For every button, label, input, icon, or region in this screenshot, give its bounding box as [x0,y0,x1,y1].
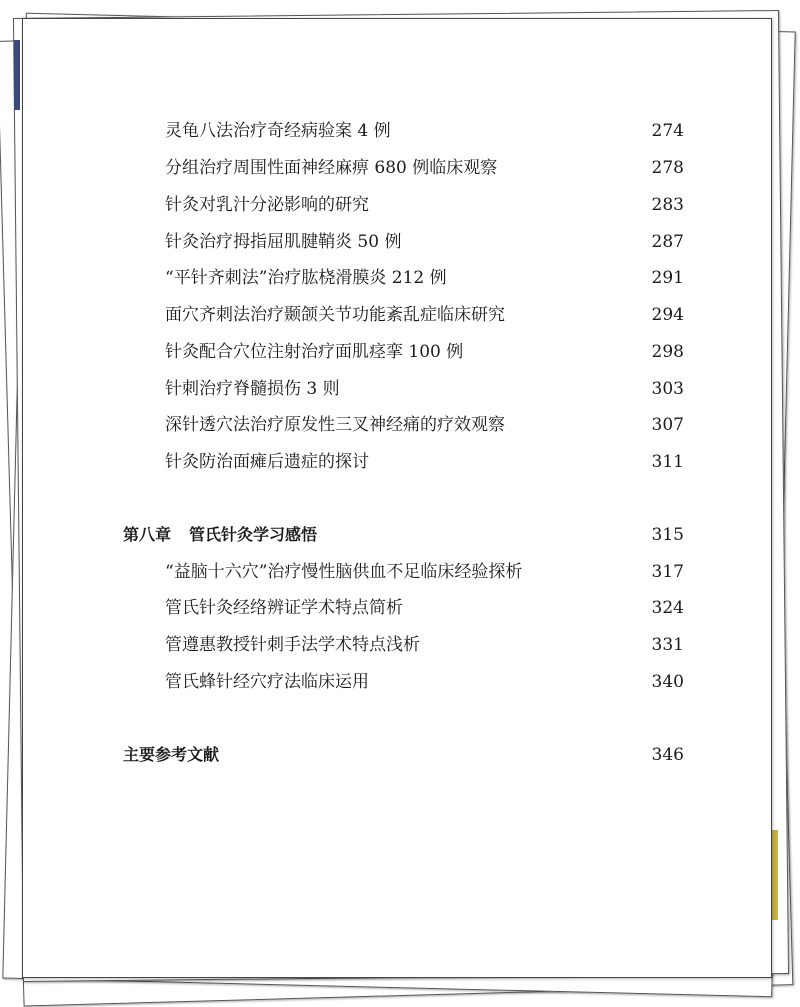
toc-entry-title: 面穴齐刺法治疗颞颌关节功能紊乱症临床研究 [165,305,505,325]
chapter-heading-text [123,520,317,550]
toc-entry-title: 针灸配合穴位注射治疗面肌痉挛 100 例 [165,342,464,362]
toc-entry[interactable] [23,410,771,440]
toc-entry-page: 291 [651,268,684,288]
toc-entry-page: 278 [651,158,684,178]
toc-entry-title: 管氏针灸经络辨证学术特点简析 [165,598,403,618]
toc-entry-page: 346 [651,745,684,765]
toc-entry-page: 303 [651,379,684,399]
toc-entry-page: 340 [651,672,684,692]
toc-entry-page: 324 [651,598,684,618]
toc-entry-page: 283 [651,195,684,215]
toc-references-heading[interactable] [23,740,771,770]
toc-entry[interactable] [23,116,771,146]
toc-entry-page: 331 [651,635,684,655]
toc-entry[interactable] [23,263,771,293]
toc-entry[interactable] [23,630,771,660]
toc-entry[interactable] [23,667,771,697]
toc-entry-title: 针灸对乳汁分泌影响的研究 [165,195,369,215]
toc-entry-page: 315 [651,525,684,545]
toc-entry-title: 针刺治疗脊髓损伤 3 则 [165,379,340,399]
toc-entry[interactable] [23,190,771,220]
toc-entry[interactable] [23,593,771,623]
toc-entry[interactable] [23,447,771,477]
toc-entry-title: 管遵惠教授针刺手法学术特点浅析 [165,635,420,655]
toc-entry-page: 298 [651,342,684,362]
toc-entry-title: “平针齐刺法”治疗肱桡滑膜炎 212 例 [165,268,447,288]
toc-entry-page: 307 [651,415,684,435]
toc-entry-page: 287 [651,232,684,252]
toc-entry-title: “益脑十六穴”治疗慢性脑供血不足临床经验探析 [165,562,523,582]
toc-entry[interactable] [23,374,771,404]
toc-entry-page: 274 [651,121,684,141]
toc-page [22,18,772,978]
toc-chapter-heading[interactable] [23,520,771,550]
toc-entry-title: 针灸防治面瘫后遗症的探讨 [165,452,369,472]
toc-entry-page: 311 [651,452,684,472]
toc-entry[interactable] [23,227,771,257]
chapter-number: 第八章 [123,525,172,544]
toc-entry-title: 深针透穴法治疗原发性三叉神经痛的疗效观察 [165,415,505,435]
toc-entry-title: 针灸治疗拇指屈肌腱鞘炎 50 例 [165,232,402,252]
toc-entry[interactable] [23,153,771,183]
toc-entry-title: 分组治疗周围性面神经麻痹 680 例临床观察 [165,158,498,178]
references-title: 主要参考文献 [123,745,220,764]
toc-entry[interactable] [23,337,771,367]
cover-edge-accent [14,40,20,110]
toc-entry-title: 灵龟八法治疗奇经病验案 4 例 [165,121,391,141]
toc-entry[interactable] [23,557,771,587]
toc-entry-title: 管氏蜂针经穴疗法临床运用 [165,672,369,692]
toc-entry-page: 294 [651,305,684,325]
toc-entry[interactable] [23,300,771,330]
chapter-title: 管氏针灸学习感悟 [189,525,318,544]
toc-entry-page: 317 [651,562,684,582]
